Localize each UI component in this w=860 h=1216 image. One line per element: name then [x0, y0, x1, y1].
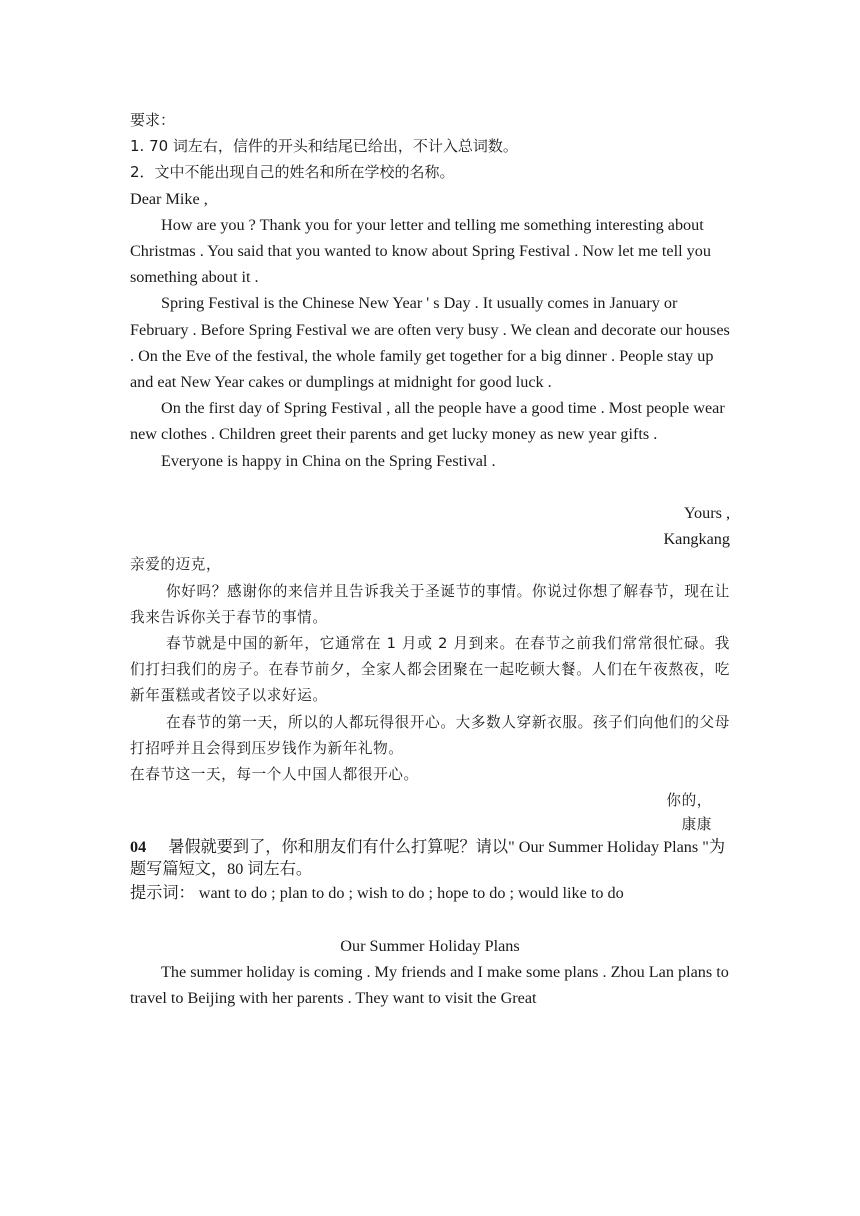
cn-last-line: 在春节这一天，每一个人中国人都很开心。 — [130, 766, 419, 784]
essay-title: Our Summer Holiday Plans — [340, 936, 520, 955]
task-hints: 提示词： want to do ; plan to do ; wish to do ; hope to do ; would like to do — [130, 884, 624, 903]
requirement-item-1: 1. 70 词左右，信件的开头和结尾已给出，不计入总词数。 — [130, 137, 518, 156]
spacer — [130, 907, 730, 933]
letter-closing: Yours , — [683, 504, 730, 523]
letter-salutation: Dear Mike , — [130, 189, 208, 208]
letter-paragraph: How are you ? Thank you for your letter and telling me something interesting about Christmas . You said that you wanted to know about Spring Festival . Now let me tell you something about it . — [130, 215, 711, 287]
letter-paragraph: On the first day of Spring Festival , all the people have a good time . Most people wear new clothes . Children greet their parents and get lucky money as new year gifts . — [130, 399, 725, 444]
task-number: 04 — [130, 838, 147, 857]
document-content — [130, 107, 730, 1011]
cn-paragraph: 在春节的第一天，所以的人都玩得很开心。大多数人穿新衣服。孩子们向他们的父母打招呼并且会得到压岁钱作为新年礼物。 — [130, 713, 730, 757]
cn-closing: 你的， — [666, 792, 712, 810]
letter-paragraph: Everyone is happy in China on the Spring Festival . — [161, 451, 496, 470]
essay-paragraph: The summer holiday is coming . My friends and I make some plans . Zhou Lan plans to travel to Beijing with her parents . They want to visit the Great — [130, 963, 729, 1008]
requirement-item-2: 2．文中不能出现自己的姓名和所在学校的名称。 — [130, 163, 455, 182]
cn-paragraph: 春节就是中国的新年，它通常在 1 月或 2 月到来。在春节之前我们常常很忙碌。我们打扫我们的房子。在春节前夕，全家人都会团聚在一起吃顿大餐。人们在午夜熬夜，吃新年蛋糕或者饺子以求好运。 — [130, 635, 730, 705]
letter-signature: Kangkang — [663, 530, 730, 549]
spacer — [130, 474, 730, 500]
cn-signature: 康康 — [681, 816, 712, 834]
chinese-translation — [130, 552, 730, 836]
cn-salutation: 亲爱的迈克， — [130, 556, 222, 574]
task-04-prompt — [130, 836, 730, 880]
cn-paragraph: 你好吗？感谢你的来信并且告诉我关于圣诞节的事情。你说过你想了解春节，现在让我来告诉你关于春节的事情。 — [130, 582, 730, 626]
letter-paragraph: Spring Festival is the Chinese New Year ' s Day . It usually comes in January or February . Before Spring Festival we are often very busy . We clean and decorate our houses . On the Eve of the festival, the whole family get together for a big dinner . People stay up and eat New Year cakes or dumplings at midnight for good luck . — [130, 294, 730, 392]
requirements-title: 要求： — [130, 111, 176, 129]
task-prompt-text: 暑假就要到了，你和朋友们有什么打算呢？请以" Our Summer Holiday Plans "为题写篇短文，80 词左右。 — [130, 838, 726, 879]
